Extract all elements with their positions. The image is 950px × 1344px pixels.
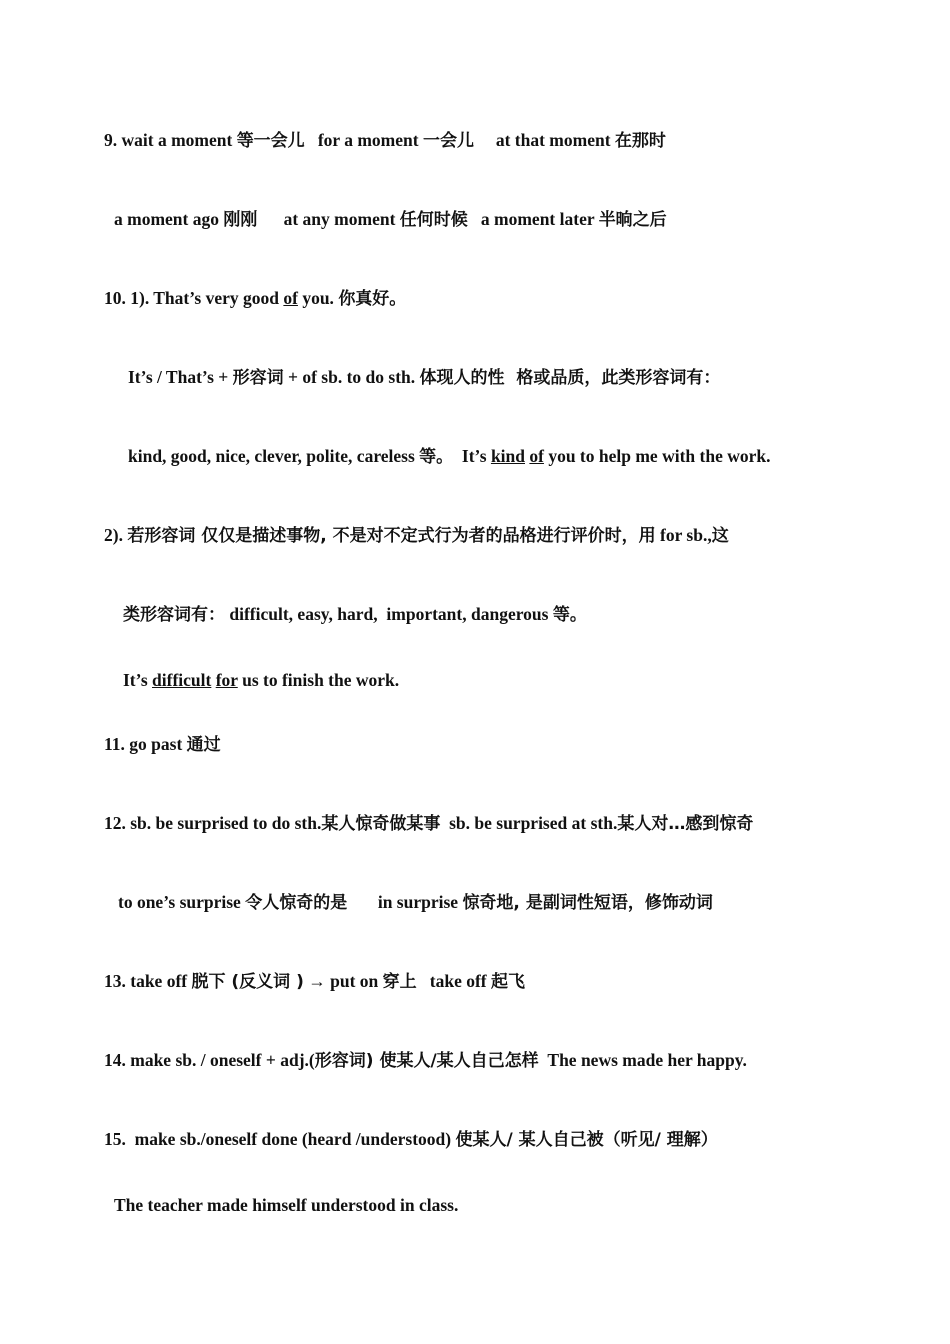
text-segment: take off	[416, 971, 492, 991]
text-segment: 10. 1). That’s very good	[104, 288, 284, 308]
line-item-10-2	[104, 524, 729, 547]
text-segment: 2).	[104, 525, 128, 545]
chinese-text-segment: 在那时	[614, 131, 666, 151]
text-segment: sb. be surprised at sth.	[440, 813, 618, 833]
text-segment: It’s	[123, 670, 153, 690]
chinese-text-segment: 类形容词有：	[123, 605, 225, 625]
chinese-text-segment: 脱下 (反义词 )	[191, 972, 304, 992]
text-segment: + of sb. to do sth.	[283, 367, 420, 387]
chinese-text-segment: 令人惊奇的是	[245, 893, 348, 913]
underlined-text-segment: of	[283, 288, 298, 308]
line-item-14	[104, 1049, 747, 1072]
text-segment: It’s	[453, 446, 491, 466]
chinese-text-segment: 起飞	[491, 972, 526, 992]
text-segment: The news made her happy.	[538, 1050, 747, 1070]
text-segment: at any moment	[257, 209, 400, 229]
chinese-text-segment: 等。	[552, 605, 587, 625]
chinese-text-segment: 体现人的性 格或品质，此类形容词有：	[419, 368, 721, 388]
text-segment: a moment later	[467, 209, 599, 229]
text-segment: 13. take off	[104, 971, 192, 991]
chinese-text-segment: 这	[711, 526, 729, 546]
line-item-15	[104, 1128, 718, 1151]
chinese-text-segment: 形容词) 使某人/某人自己怎样	[314, 1051, 539, 1071]
text-segment: you to help me with the work.	[543, 446, 771, 466]
text-segment: you.	[297, 288, 339, 308]
underlined-text-segment: difficult	[152, 670, 212, 690]
line-item-10-examples	[128, 445, 770, 468]
text-segment: in surprise	[347, 892, 463, 912]
chinese-text-segment: 你真好。	[338, 289, 407, 309]
line-item-10-2-example	[123, 669, 399, 691]
chinese-text-segment: 一会儿	[422, 131, 474, 151]
text-segment: 12. sb. be surprised to do sth.	[104, 813, 322, 833]
chinese-text-segment: 等一会儿	[236, 131, 305, 151]
text-segment: for sb.,	[655, 525, 712, 545]
chinese-text-segment: 刚刚	[223, 210, 258, 230]
text-segment: 9. wait a moment	[104, 130, 237, 150]
line-item-15-example	[114, 1194, 458, 1216]
text-segment: for a moment	[304, 130, 423, 150]
line-item-10-1	[104, 287, 406, 310]
line-item-11	[104, 733, 221, 756]
text-segment: to one’s surprise	[118, 892, 246, 912]
text-segment: 15. make sb./oneself done (heard /understood)	[104, 1129, 456, 1149]
line-item-10-2-adjectives	[123, 603, 587, 626]
chinese-text-segment: 半晌之后	[598, 210, 667, 230]
chinese-text-segment: 若形容词 仅仅是描述事物, 不是对不定式行为者的品格进行评价时，用	[127, 526, 656, 546]
text-segment: at that moment	[473, 130, 615, 150]
underlined-text-segment: kind	[490, 446, 525, 466]
text-segment: us to finish the work.	[237, 670, 400, 690]
text-segment: 14. make sb. / oneself + adj.(	[104, 1050, 315, 1070]
line-item-10-rule	[128, 366, 720, 389]
text-segment: a moment ago	[114, 209, 224, 229]
chinese-text-segment: 任何时候	[399, 210, 468, 230]
text-segment: → put on	[303, 971, 383, 991]
line-item-13	[104, 970, 525, 993]
chinese-text-segment: 某人对…感到惊奇	[617, 814, 754, 834]
line-item-12-continued	[118, 891, 713, 914]
line-item-9	[104, 129, 666, 152]
line-item-12	[104, 812, 753, 835]
chinese-text-segment: 惊奇地, 是副词性短语，修饰动词	[462, 893, 713, 913]
text-segment: The teacher made himself understood in class.	[114, 1195, 459, 1215]
chinese-text-segment: 使某人/ 某人自己被（听见/ 理解）	[455, 1130, 718, 1150]
chinese-text-segment: 形容词	[232, 368, 284, 388]
underlined-text-segment: for	[215, 670, 238, 690]
text-segment: It’s / That’s +	[128, 367, 233, 387]
underlined-text-segment: of	[529, 446, 544, 466]
chinese-text-segment: 某人惊奇做某事	[321, 814, 441, 834]
text-segment: 11. go past	[104, 734, 187, 754]
line-item-9-continued	[114, 208, 667, 231]
chinese-text-segment: 通过	[186, 735, 221, 755]
text-segment: kind, good, nice, clever, polite, careless	[128, 446, 420, 466]
text-segment: difficult, easy, hard, important, dangerous	[225, 604, 553, 624]
chinese-text-segment: 等。	[419, 447, 454, 467]
chinese-text-segment: 穿上	[382, 972, 417, 992]
